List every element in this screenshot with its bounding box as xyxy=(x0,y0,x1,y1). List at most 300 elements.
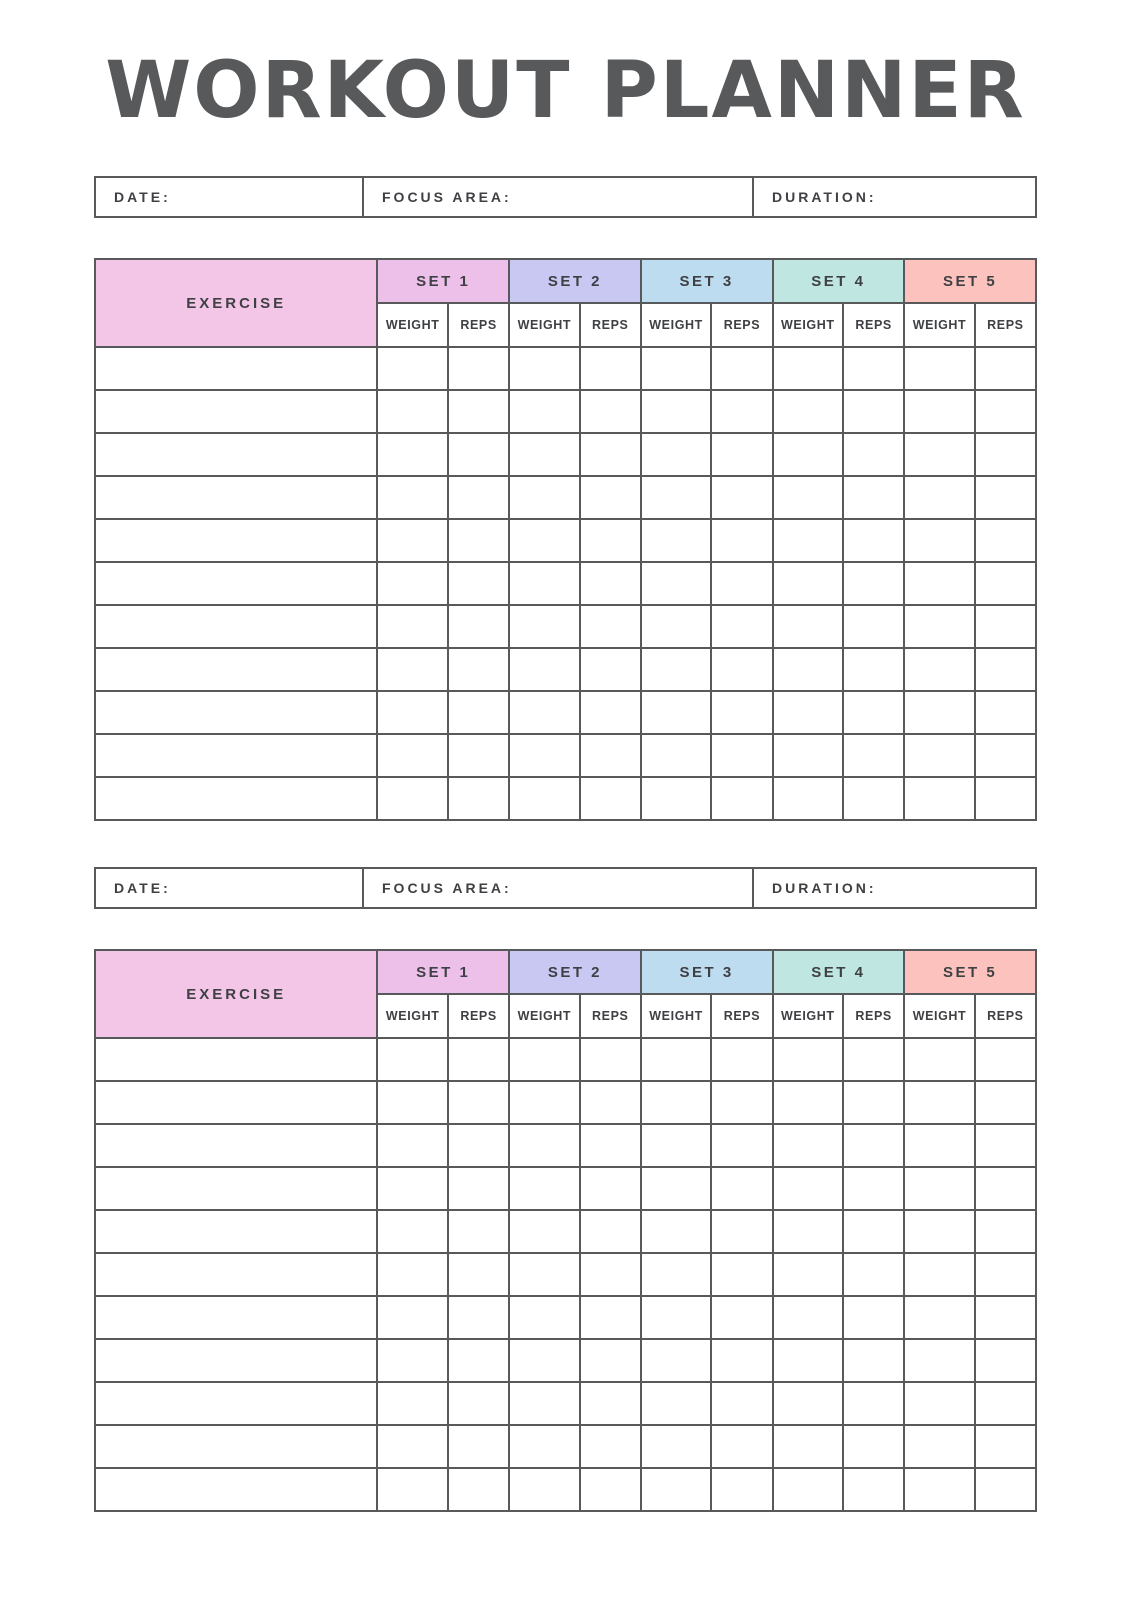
set-5-reps-header: REPS xyxy=(975,303,1036,347)
table-body-2 xyxy=(95,1038,1036,1511)
exercise-input-cell[interactable] xyxy=(95,691,377,734)
set-5-weight-cell[interactable] xyxy=(904,1296,975,1339)
table-row xyxy=(95,347,1036,390)
set-2-reps-cell[interactable] xyxy=(580,1382,641,1425)
set-4-weight-cell[interactable] xyxy=(773,734,844,777)
set-3-reps-cell[interactable] xyxy=(711,648,772,691)
table-header-row xyxy=(95,950,1036,994)
set-2-reps-cell[interactable] xyxy=(580,605,641,648)
exercise-input-cell[interactable] xyxy=(95,1425,377,1468)
set-5-reps-cell[interactable] xyxy=(975,519,1036,562)
set-2-reps-cell[interactable] xyxy=(580,433,641,476)
set-4-reps-cell[interactable] xyxy=(843,691,904,734)
set-1-reps-cell[interactable] xyxy=(448,1425,509,1468)
set-5-weight-cell[interactable] xyxy=(904,1081,975,1124)
set-3-reps-cell[interactable] xyxy=(711,1081,772,1124)
set-1-reps-cell[interactable] xyxy=(448,1210,509,1253)
set-5-weight-cell[interactable] xyxy=(904,519,975,562)
set-2-weight-cell[interactable] xyxy=(509,691,580,734)
set-4-weight-cell[interactable] xyxy=(773,648,844,691)
set-4-weight-cell[interactable] xyxy=(773,1425,844,1468)
set-5-weight-cell[interactable] xyxy=(904,1382,975,1425)
set-1-weight-header: WEIGHT xyxy=(377,994,448,1038)
set-5-weight-cell[interactable] xyxy=(904,1253,975,1296)
set-1-weight-cell[interactable] xyxy=(377,476,448,519)
set-2-weight-cell[interactable] xyxy=(509,1253,580,1296)
set-1-reps-cell[interactable] xyxy=(448,648,509,691)
set-4-weight-cell[interactable] xyxy=(773,562,844,605)
set-1-weight-cell[interactable] xyxy=(377,1425,448,1468)
set-5-reps-cell[interactable] xyxy=(975,734,1036,777)
set-4-reps-cell[interactable] xyxy=(843,519,904,562)
set-1-reps-cell[interactable] xyxy=(448,1382,509,1425)
set-5-reps-cell[interactable] xyxy=(975,691,1036,734)
set-3-weight-cell[interactable] xyxy=(641,1038,712,1081)
table-row xyxy=(95,648,1036,691)
set-2-reps-cell[interactable] xyxy=(580,390,641,433)
set-3-weight-cell[interactable] xyxy=(641,1253,712,1296)
set-3-reps-cell[interactable] xyxy=(711,1382,772,1425)
set-3-weight-cell[interactable] xyxy=(641,519,712,562)
set-2-weight-cell[interactable] xyxy=(509,648,580,691)
table-header-row xyxy=(95,259,1036,303)
set-2-weight-cell[interactable] xyxy=(509,777,580,820)
set-5-reps-cell[interactable] xyxy=(975,648,1036,691)
set-3-reps-cell[interactable] xyxy=(711,1167,772,1210)
date-field-1[interactable] xyxy=(96,178,364,216)
set-2-reps-cell[interactable] xyxy=(580,1296,641,1339)
duration-label: DURATION: xyxy=(772,189,877,205)
set-2-weight-cell[interactable] xyxy=(509,1468,580,1511)
set-2-weight-cell[interactable] xyxy=(509,734,580,777)
focus-area-field-1[interactable] xyxy=(364,178,754,216)
set-5-reps-cell[interactable] xyxy=(975,433,1036,476)
set-4-weight-cell[interactable] xyxy=(773,1038,844,1081)
set-1-reps-cell[interactable] xyxy=(448,476,509,519)
set-3-reps-cell[interactable] xyxy=(711,433,772,476)
set-3-weight-cell[interactable] xyxy=(641,1296,712,1339)
set-4-reps-cell[interactable] xyxy=(843,347,904,390)
set-3-weight-cell[interactable] xyxy=(641,777,712,820)
info-bar-1 xyxy=(94,176,1037,218)
set-4-reps-cell[interactable] xyxy=(843,648,904,691)
set-3-reps-header: REPS xyxy=(711,994,772,1038)
set-1-reps-cell[interactable] xyxy=(448,1253,509,1296)
set-5-reps-cell[interactable] xyxy=(975,1210,1036,1253)
set-4-reps-cell[interactable] xyxy=(843,476,904,519)
set-3-weight-cell[interactable] xyxy=(641,734,712,777)
set-5-weight-cell[interactable] xyxy=(904,777,975,820)
table-row xyxy=(95,1210,1036,1253)
set-1-weight-cell[interactable] xyxy=(377,1124,448,1167)
set-5-reps-cell[interactable] xyxy=(975,1253,1036,1296)
set-4-reps-cell[interactable] xyxy=(843,1253,904,1296)
set-1-weight-cell[interactable] xyxy=(377,691,448,734)
set-3-reps-cell[interactable] xyxy=(711,1468,772,1511)
table-row xyxy=(95,1468,1036,1511)
set-5-reps-cell[interactable] xyxy=(975,1167,1036,1210)
exercise-input-cell[interactable] xyxy=(95,562,377,605)
set-1-weight-cell[interactable] xyxy=(377,562,448,605)
set-4-weight-cell[interactable] xyxy=(773,1081,844,1124)
exercise-input-cell[interactable] xyxy=(95,1081,377,1124)
set-2-reps-cell[interactable] xyxy=(580,1081,641,1124)
set-4-weight-cell[interactable] xyxy=(773,1124,844,1167)
set-2-reps-cell[interactable] xyxy=(580,648,641,691)
focus-area-label: FOCUS AREA: xyxy=(382,189,512,205)
exercise-input-cell[interactable] xyxy=(95,734,377,777)
set-3-reps-cell[interactable] xyxy=(711,1038,772,1081)
set-3-weight-cell[interactable] xyxy=(641,1339,712,1382)
set-2-weight-cell[interactable] xyxy=(509,1081,580,1124)
focus-area-field-2[interactable] xyxy=(364,869,754,907)
set-3-weight-cell[interactable] xyxy=(641,605,712,648)
set-4-weight-cell[interactable] xyxy=(773,691,844,734)
date-label: DATE: xyxy=(114,189,171,205)
set-5-reps-cell[interactable] xyxy=(975,777,1036,820)
table-row xyxy=(95,1425,1036,1468)
set-2-weight-cell[interactable] xyxy=(509,347,580,390)
set-4-weight-cell[interactable] xyxy=(773,1167,844,1210)
set-1-weight-cell[interactable] xyxy=(377,1468,448,1511)
set-1-reps-header: REPS xyxy=(448,994,509,1038)
set-3-weight-cell[interactable] xyxy=(641,1382,712,1425)
set-5-weight-cell[interactable] xyxy=(904,734,975,777)
set-5-weight-cell[interactable] xyxy=(904,1124,975,1167)
set-3-weight-cell[interactable] xyxy=(641,433,712,476)
set-2-reps-cell[interactable] xyxy=(580,1167,641,1210)
set-3-reps-cell[interactable] xyxy=(711,1253,772,1296)
set-3-reps-cell[interactable] xyxy=(711,777,772,820)
set-5-weight-cell[interactable] xyxy=(904,433,975,476)
set-3-reps-cell[interactable] xyxy=(711,347,772,390)
set-1-weight-cell[interactable] xyxy=(377,1296,448,1339)
set-2-weight-cell[interactable] xyxy=(509,1382,580,1425)
exercise-column-header: EXERCISE xyxy=(95,259,377,347)
workout-table-1 xyxy=(94,258,1037,821)
set-5-reps-cell[interactable] xyxy=(975,605,1036,648)
set-4-weight-cell[interactable] xyxy=(773,1468,844,1511)
set-3-reps-cell[interactable] xyxy=(711,519,772,562)
set-2-weight-cell[interactable] xyxy=(509,519,580,562)
set-2-weight-cell[interactable] xyxy=(509,433,580,476)
set-3-weight-cell[interactable] xyxy=(641,1425,712,1468)
exercise-input-cell[interactable] xyxy=(95,1124,377,1167)
workout-block-1 xyxy=(94,176,1037,821)
set-3-weight-cell[interactable] xyxy=(641,1167,712,1210)
set-1-weight-cell[interactable] xyxy=(377,648,448,691)
set-5-reps-cell[interactable] xyxy=(975,390,1036,433)
set-5-weight-cell[interactable] xyxy=(904,562,975,605)
table-row xyxy=(95,777,1036,820)
set-5-weight-cell[interactable] xyxy=(904,476,975,519)
set-5-weight-cell[interactable] xyxy=(904,605,975,648)
set-2-reps-cell[interactable] xyxy=(580,1425,641,1468)
set-2-reps-cell[interactable] xyxy=(580,562,641,605)
exercise-input-cell[interactable] xyxy=(95,519,377,562)
set-1-reps-cell[interactable] xyxy=(448,347,509,390)
set-1-header: SET 1 xyxy=(377,259,509,303)
set-1-weight-cell[interactable] xyxy=(377,390,448,433)
set-2-weight-cell[interactable] xyxy=(509,1167,580,1210)
set-4-weight-cell[interactable] xyxy=(773,1253,844,1296)
set-2-weight-cell[interactable] xyxy=(509,390,580,433)
set-4-weight-cell[interactable] xyxy=(773,1296,844,1339)
set-2-weight-cell[interactable] xyxy=(509,1296,580,1339)
set-5-weight-cell[interactable] xyxy=(904,1210,975,1253)
set-3-weight-cell[interactable] xyxy=(641,1081,712,1124)
exercise-input-cell[interactable] xyxy=(95,1210,377,1253)
set-2-reps-cell[interactable] xyxy=(580,734,641,777)
set-5-reps-cell[interactable] xyxy=(975,1081,1036,1124)
set-1-reps-cell[interactable] xyxy=(448,519,509,562)
set-3-weight-cell[interactable] xyxy=(641,347,712,390)
set-5-reps-cell[interactable] xyxy=(975,347,1036,390)
set-5-header: SET 5 xyxy=(904,259,1036,303)
table-row xyxy=(95,390,1036,433)
set-4-reps-cell[interactable] xyxy=(843,1382,904,1425)
table-row xyxy=(95,476,1036,519)
set-5-reps-cell[interactable] xyxy=(975,476,1036,519)
table-row xyxy=(95,734,1036,777)
set-1-reps-cell[interactable] xyxy=(448,1468,509,1511)
set-1-reps-cell[interactable] xyxy=(448,1339,509,1382)
exercise-input-cell[interactable] xyxy=(95,1468,377,1511)
set-4-reps-cell[interactable] xyxy=(843,1081,904,1124)
set-4-reps-cell[interactable] xyxy=(843,1167,904,1210)
set-1-weight-header: WEIGHT xyxy=(377,303,448,347)
set-4-weight-cell[interactable] xyxy=(773,433,844,476)
set-1-weight-cell[interactable] xyxy=(377,605,448,648)
set-1-weight-cell[interactable] xyxy=(377,1167,448,1210)
page-title: WORKOUT PLANNER xyxy=(105,46,1026,136)
set-4-reps-cell[interactable] xyxy=(843,1296,904,1339)
set-4-reps-cell[interactable] xyxy=(843,390,904,433)
set-2-reps-cell[interactable] xyxy=(580,691,641,734)
set-5-reps-cell[interactable] xyxy=(975,1425,1036,1468)
set-2-reps-cell[interactable] xyxy=(580,476,641,519)
set-3-reps-cell[interactable] xyxy=(711,734,772,777)
set-2-reps-cell[interactable] xyxy=(580,1210,641,1253)
set-1-reps-cell[interactable] xyxy=(448,1038,509,1081)
exercise-input-cell[interactable] xyxy=(95,1296,377,1339)
date-field-2[interactable] xyxy=(96,869,364,907)
set-3-weight-cell[interactable] xyxy=(641,476,712,519)
set-5-weight-cell[interactable] xyxy=(904,1038,975,1081)
set-1-weight-cell[interactable] xyxy=(377,1253,448,1296)
set-5-weight-cell[interactable] xyxy=(904,1468,975,1511)
set-1-weight-cell[interactable] xyxy=(377,1382,448,1425)
set-1-weight-cell[interactable] xyxy=(377,1081,448,1124)
set-2-weight-header: WEIGHT xyxy=(509,303,580,347)
set-3-weight-cell[interactable] xyxy=(641,1124,712,1167)
set-2-weight-cell[interactable] xyxy=(509,1425,580,1468)
set-1-reps-cell[interactable] xyxy=(448,1296,509,1339)
set-1-weight-cell[interactable] xyxy=(377,1339,448,1382)
set-2-weight-cell[interactable] xyxy=(509,476,580,519)
set-5-weight-cell[interactable] xyxy=(904,390,975,433)
set-5-reps-cell[interactable] xyxy=(975,1339,1036,1382)
set-1-weight-cell[interactable] xyxy=(377,1038,448,1081)
set-5-weight-cell[interactable] xyxy=(904,1167,975,1210)
set-3-weight-cell[interactable] xyxy=(641,1468,712,1511)
set-1-weight-cell[interactable] xyxy=(377,347,448,390)
set-3-reps-cell[interactable] xyxy=(711,1339,772,1382)
duration-field-1[interactable] xyxy=(754,178,1035,216)
set-2-reps-cell[interactable] xyxy=(580,777,641,820)
focus-area-label: FOCUS AREA: xyxy=(382,880,512,896)
set-5-weight-header: WEIGHT xyxy=(904,303,975,347)
workout-table-2 xyxy=(94,949,1037,1512)
exercise-input-cell[interactable] xyxy=(95,1339,377,1382)
set-1-reps-cell[interactable] xyxy=(448,1124,509,1167)
set-4-weight-cell[interactable] xyxy=(773,519,844,562)
set-4-weight-cell[interactable] xyxy=(773,1382,844,1425)
set-4-weight-cell[interactable] xyxy=(773,476,844,519)
set-4-reps-cell[interactable] xyxy=(843,777,904,820)
set-1-reps-cell[interactable] xyxy=(448,390,509,433)
set-4-reps-cell[interactable] xyxy=(843,433,904,476)
set-3-reps-cell[interactable] xyxy=(711,476,772,519)
table-row xyxy=(95,1339,1036,1382)
set-2-reps-cell[interactable] xyxy=(580,347,641,390)
exercise-input-cell[interactable] xyxy=(95,1167,377,1210)
set-4-weight-cell[interactable] xyxy=(773,1210,844,1253)
set-3-weight-cell[interactable] xyxy=(641,390,712,433)
duration-field-2[interactable] xyxy=(754,869,1035,907)
set-2-reps-cell[interactable] xyxy=(580,1339,641,1382)
duration-label: DURATION: xyxy=(772,880,877,896)
set-3-weight-cell[interactable] xyxy=(641,691,712,734)
set-5-weight-header: WEIGHT xyxy=(904,994,975,1038)
set-5-weight-cell[interactable] xyxy=(904,1339,975,1382)
set-3-reps-cell[interactable] xyxy=(711,605,772,648)
set-2-weight-cell[interactable] xyxy=(509,1339,580,1382)
exercise-input-cell[interactable] xyxy=(95,433,377,476)
set-4-weight-cell[interactable] xyxy=(773,605,844,648)
exercise-input-cell[interactable] xyxy=(95,1038,377,1081)
set-5-weight-cell[interactable] xyxy=(904,648,975,691)
table-row xyxy=(95,433,1036,476)
set-5-weight-cell[interactable] xyxy=(904,691,975,734)
set-1-reps-header: REPS xyxy=(448,303,509,347)
exercise-input-cell[interactable] xyxy=(95,1253,377,1296)
set-4-reps-cell[interactable] xyxy=(843,1339,904,1382)
set-2-weight-cell[interactable] xyxy=(509,605,580,648)
table-body-1 xyxy=(95,347,1036,820)
set-4-weight-header: WEIGHT xyxy=(773,994,844,1038)
set-2-reps-cell[interactable] xyxy=(580,1253,641,1296)
exercise-input-cell[interactable] xyxy=(95,347,377,390)
set-4-reps-cell[interactable] xyxy=(843,1468,904,1511)
set-1-weight-cell[interactable] xyxy=(377,1210,448,1253)
set-3-reps-cell[interactable] xyxy=(711,1210,772,1253)
set-3-reps-cell[interactable] xyxy=(711,1296,772,1339)
set-1-weight-cell[interactable] xyxy=(377,734,448,777)
set-2-weight-cell[interactable] xyxy=(509,562,580,605)
set-4-reps-cell[interactable] xyxy=(843,1124,904,1167)
set-4-weight-cell[interactable] xyxy=(773,1339,844,1382)
set-5-reps-cell[interactable] xyxy=(975,1468,1036,1511)
date-label: DATE: xyxy=(114,880,171,896)
set-1-weight-cell[interactable] xyxy=(377,519,448,562)
set-5-reps-cell[interactable] xyxy=(975,1124,1036,1167)
exercise-input-cell[interactable] xyxy=(95,605,377,648)
table-row xyxy=(95,1296,1036,1339)
set-3-reps-cell[interactable] xyxy=(711,1124,772,1167)
set-2-weight-cell[interactable] xyxy=(509,1124,580,1167)
set-2-weight-cell[interactable] xyxy=(509,1038,580,1081)
set-3-weight-cell[interactable] xyxy=(641,1210,712,1253)
set-1-weight-cell[interactable] xyxy=(377,433,448,476)
set-3-reps-cell[interactable] xyxy=(711,691,772,734)
set-2-reps-cell[interactable] xyxy=(580,519,641,562)
table-row xyxy=(95,1253,1036,1296)
set-1-reps-cell[interactable] xyxy=(448,777,509,820)
set-4-reps-cell[interactable] xyxy=(843,734,904,777)
set-2-weight-header: WEIGHT xyxy=(509,994,580,1038)
exercise-input-cell[interactable] xyxy=(95,1382,377,1425)
set-5-reps-cell[interactable] xyxy=(975,1382,1036,1425)
exercise-column-header: EXERCISE xyxy=(95,950,377,1038)
set-4-reps-header: REPS xyxy=(843,994,904,1038)
set-4-reps-cell[interactable] xyxy=(843,1210,904,1253)
set-4-reps-cell[interactable] xyxy=(843,562,904,605)
set-4-weight-cell[interactable] xyxy=(773,390,844,433)
set-2-reps-header: REPS xyxy=(580,994,641,1038)
set-4-reps-cell[interactable] xyxy=(843,605,904,648)
set-1-reps-cell[interactable] xyxy=(448,1081,509,1124)
table-row xyxy=(95,562,1036,605)
set-2-reps-cell[interactable] xyxy=(580,1468,641,1511)
set-3-reps-cell[interactable] xyxy=(711,562,772,605)
set-4-weight-cell[interactable] xyxy=(773,347,844,390)
exercise-input-cell[interactable] xyxy=(95,777,377,820)
set-5-reps-cell[interactable] xyxy=(975,1038,1036,1081)
set-5-reps-cell[interactable] xyxy=(975,562,1036,605)
set-5-reps-cell[interactable] xyxy=(975,1296,1036,1339)
exercise-input-cell[interactable] xyxy=(95,476,377,519)
set-2-reps-cell[interactable] xyxy=(580,1124,641,1167)
set-4-reps-cell[interactable] xyxy=(843,1425,904,1468)
set-1-reps-cell[interactable] xyxy=(448,691,509,734)
set-5-weight-cell[interactable] xyxy=(904,347,975,390)
set-5-header: SET 5 xyxy=(904,950,1036,994)
table-row xyxy=(95,1124,1036,1167)
set-4-weight-cell[interactable] xyxy=(773,777,844,820)
set-3-reps-cell[interactable] xyxy=(711,1425,772,1468)
set-1-weight-cell[interactable] xyxy=(377,777,448,820)
set-4-reps-cell[interactable] xyxy=(843,1038,904,1081)
set-1-reps-cell[interactable] xyxy=(448,433,509,476)
set-1-reps-cell[interactable] xyxy=(448,605,509,648)
set-1-reps-cell[interactable] xyxy=(448,1167,509,1210)
set-3-weight-cell[interactable] xyxy=(641,648,712,691)
set-4-header: SET 4 xyxy=(773,259,905,303)
set-1-reps-cell[interactable] xyxy=(448,734,509,777)
exercise-input-cell[interactable] xyxy=(95,390,377,433)
set-2-reps-cell[interactable] xyxy=(580,1038,641,1081)
table-row xyxy=(95,1038,1036,1081)
table-row xyxy=(95,1382,1036,1425)
set-3-weight-cell[interactable] xyxy=(641,562,712,605)
set-3-reps-cell[interactable] xyxy=(711,390,772,433)
set-5-weight-cell[interactable] xyxy=(904,1425,975,1468)
exercise-input-cell[interactable] xyxy=(95,648,377,691)
set-2-weight-cell[interactable] xyxy=(509,1210,580,1253)
set-1-reps-cell[interactable] xyxy=(448,562,509,605)
set-5-reps-header: REPS xyxy=(975,994,1036,1038)
